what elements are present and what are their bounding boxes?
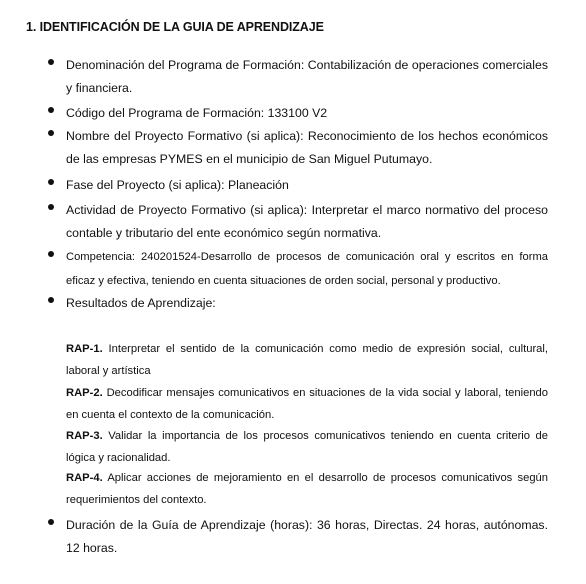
rap-item-3 [66, 425, 548, 469]
bullet-icon [48, 179, 54, 185]
section-heading: 1. IDENTIFICACIÓN DE LA GUIA DE APRENDIZAJE [26, 20, 324, 34]
rap-item-1 [66, 338, 548, 382]
list-item-competencia [48, 246, 548, 293]
list-item-programa-codigo [48, 102, 548, 125]
rap-code: RAP-4. [66, 472, 103, 484]
list-item-text: Fase del Proyecto (si aplica): Planeación [66, 178, 289, 192]
rap-text: Interpretar el sentido de la comunicación como medio de expresión social, cultural, laboral y artística [66, 343, 548, 377]
list-item-resultados [48, 292, 548, 315]
list-item-programa-denominacion [48, 54, 548, 100]
rap-code: RAP-3. [66, 430, 103, 442]
list-item-proyecto-actividad [48, 199, 548, 245]
bullet-icon [48, 204, 54, 210]
list-item-text: Duración de la Guía de Aprendizaje (horas): 36 horas, Directas. 24 horas, autónomas. 12 horas. [66, 518, 548, 555]
rap-item-4 [66, 467, 548, 511]
list-item-proyecto-fase [48, 174, 548, 197]
list-item-text: Denominación del Programa de Formación: Contabilización de operaciones comerciales y financiera. [66, 58, 548, 95]
list-item-text: Resultados de Aprendizaje: [66, 296, 216, 310]
list-item-text: Nombre del Proyecto Formativo (si aplica): Reconocimiento de los hechos económicos de las empresas PYMES en el municipio de San Miguel Putumayo. [66, 129, 548, 166]
rap-text: Decodificar mensajes comunicativos en situaciones de la vida social y laboral, teniendo en cuenta el contexto de la comunicación. [66, 387, 548, 421]
list-item-duracion [48, 514, 548, 560]
list-item-text: Código del Programa de Formación: 133100 V2 [66, 106, 328, 120]
list-item-text: Actividad de Proyecto Formativo (si aplica): Interpretar el marco normativo del proceso contable y tributario del ente económico según normativa. [66, 203, 548, 240]
rap-code: RAP-1. [66, 343, 103, 355]
rap-text: Validar la importancia de los procesos comunicativos teniendo en cuenta criterio de lógica y racionalidad. [66, 430, 549, 464]
bullet-icon [48, 59, 54, 65]
rap-item-2 [66, 382, 548, 426]
rap-text: Aplicar acciones de mejoramiento en el desarrollo de procesos comunicativos según requerimientos del contexto. [66, 472, 548, 506]
bullet-icon [48, 107, 54, 113]
bullet-icon [48, 519, 54, 525]
rap-code: RAP-2. [66, 387, 103, 399]
list-item-proyecto-nombre [48, 125, 548, 171]
list-item-text: Competencia: 240201524-Desarrollo de procesos de comunicación oral y escritos en forma eficaz y efectiva, teniendo en cuenta situaciones de orden social, personal y productivo. [66, 251, 548, 287]
bullet-icon [48, 297, 54, 303]
bullet-icon [48, 130, 54, 136]
bullet-icon [48, 251, 54, 257]
